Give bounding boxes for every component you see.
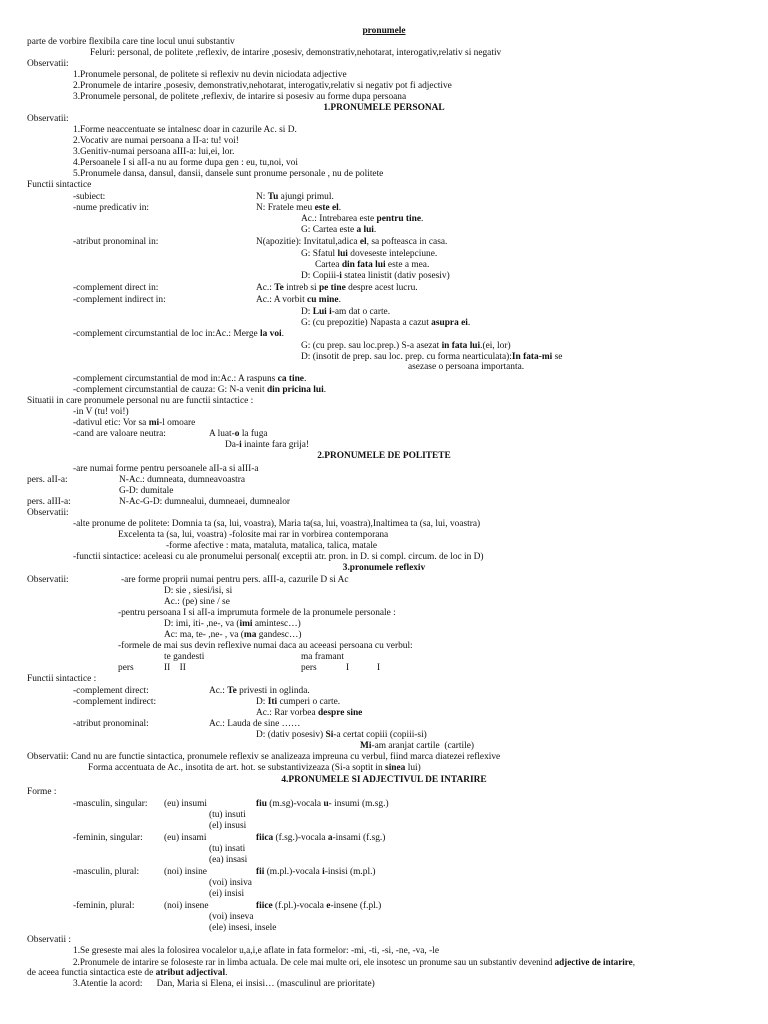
reflexive-forms: Ac.: (pe) sine / se <box>164 597 230 607</box>
person-label: pers. aII-a: <box>27 475 68 485</box>
function-example: asezase o persoana importanta. <box>408 362 525 372</box>
pronoun-form: (el) insusi <box>209 821 247 831</box>
observation-item: 2.Vocativ are numai persoana a II-a: tu! voi! <box>73 136 239 146</box>
reflexive-forms: D: imi, iti- ,ne-, va (imi amintesc…) <box>164 619 301 629</box>
function-label: -atribut pronominal in: <box>73 237 159 247</box>
function-example: Ac.: A vorbit cu mine. <box>256 295 341 305</box>
function-line: -complement circumstantial de mod in:Ac.: A raspuns ca tine. <box>73 374 307 384</box>
functions-label: Functii sintactice : <box>27 674 97 684</box>
form-row-label: -feminin, singular: <box>73 833 143 843</box>
pronoun-form: (ea) insasi <box>209 855 248 865</box>
observation-item: 1.Se greseste mai ales la folosirea vocalelor u,a,i,e aflate in fata formelor: -mi, -ti, -si, -ne, -va, -le <box>73 946 439 956</box>
reflexive-line: -pentru persoana I si aII-a imprumuta formele de la pronumele personale : <box>118 608 396 618</box>
reflexive-example: ma framant <box>301 652 344 662</box>
function-example: D: Lui i-am dat o carte. <box>301 307 391 317</box>
function-example: Cartea din fata lui este a mea. <box>315 260 430 270</box>
function-example: G: (cu prep. sau loc.prep.) S-a asezat in fata lui.(ei, lor) <box>301 341 511 351</box>
observation-item: 2.Pronumele de intarire se foloseste rar in limba actuala. De cele mai multe ori, ele insotesc un pronume sau un substantiv devenind adjective de intarire, <box>73 957 635 967</box>
observation-item: 3.Genitiv-numai persoana aIII-a: lui,ei, lor. <box>73 147 235 157</box>
section-heading-reflexive: 3.pronumele reflexiv <box>342 563 426 573</box>
observation-item: 5.Pronumele dansa, dansul, dansii, dansele sunt pronume personale , nu de politete <box>73 169 384 179</box>
function-example: Mi-am aranjat cartile (cartile) <box>360 741 475 751</box>
adjective-form: fiice (f.pl.)-vocala e-insene (f.pl.) <box>256 901 382 911</box>
function-example: Ac.: Te intreb si pe tine despre acest lucru. <box>256 283 418 293</box>
person-label: pers. aIII-a: <box>27 497 71 507</box>
function-example: Ac.: Te privesti in oglinda. <box>209 686 310 696</box>
observations-label: Observatii: <box>27 114 69 124</box>
form-row-label: -masculin, plural: <box>73 867 140 877</box>
observation-item: 1.Pronumele personal, de politete si reflexiv nu devin niciodata adjective <box>73 70 347 80</box>
politeness-forms: G-D: dumitale <box>119 486 174 496</box>
person-value: I <box>346 663 350 673</box>
function-example: Ac.: Rar vorbea despre sine <box>256 708 363 718</box>
function-example: G: Cartea este a lui. <box>301 225 377 235</box>
person-label: pers <box>301 663 317 673</box>
situation-item: -dativul etic: Vor sa mi-l omoare <box>73 418 196 428</box>
function-label: -complement indirect in: <box>73 295 166 305</box>
function-example: Ac.: Intrebarea este pentru tine. <box>301 214 424 224</box>
observation-item: -functii sintactice: aceleasi cu ale pronumelui personal( exceptii atr. pron. in D. si compl. circum. de loc in D) <box>73 552 484 562</box>
function-line: -complement circumstantial de loc in:Ac.: Merge la voi. <box>73 329 284 339</box>
function-label: -subiect: <box>73 192 106 202</box>
observation-item: 2.Pronumele de intarire ,posesiv, demonstrativ,nehotarat, interogativ,relativ si negativ pot fi adjective <box>73 81 452 91</box>
observation-item: Observatii: Cand nu are functie sintactica, pronumele reflexiv se analizeaza impreuna cu verbul, fiind marca diatezei reflexive <box>27 752 501 762</box>
situation-example: Da-i inainte fara grija! <box>225 440 310 450</box>
function-example: G: (cu prepozitie) Napasta a cazut asupra ei. <box>301 318 471 328</box>
function-line: -complement circumstantial de cauza: G: N-a venit din pricina lui. <box>73 385 327 395</box>
function-example: Ac.: Lauda de sine …… <box>209 719 301 729</box>
function-example: G: Sfatul lui doveseste intelepciune. <box>301 249 438 259</box>
situation-item: -in V (tu! voi!) <box>73 407 129 417</box>
observation-item: 1.Forme neaccentuate se intalnesc doar in cazurile Ac. si D. <box>73 125 297 135</box>
types-line: Feluri: personal, de politete ,reflexiv, de intarire ,posesiv, demonstrativ,nehotarat, interogativ,relativ si negativ <box>90 48 502 58</box>
function-label: -complement direct in: <box>73 283 159 293</box>
form-row-label: -feminin, plural: <box>73 901 135 911</box>
function-label: -complement indirect: <box>73 697 157 707</box>
adjective-form: fiu (m.sg)-vocala u- insumi (m.sg.) <box>256 799 389 809</box>
definition-line: parte de vorbire flexibila care tine locul unui substantiv <box>27 37 235 47</box>
pronoun-form: (voi) insiva <box>209 878 252 888</box>
situations-label: Situatii in care pronumele personal nu are functii sintactice : <box>27 396 254 406</box>
observation-item: de aceea functia sintactica este de atribut adjectival. <box>27 968 228 978</box>
observations-label: Observatii: <box>27 575 69 585</box>
observation-item: Excelenta ta (sa, lui, voastra) -folosite mai rar in vorbirea contemporana <box>118 530 389 540</box>
person-label: pers <box>118 663 134 673</box>
person-value: II II <box>164 663 186 673</box>
function-example: N(apozitie): Invitatul,adica el, sa pofteasca in casa. <box>256 237 448 247</box>
reflexive-example: te gandesti <box>164 652 205 662</box>
function-example: D: Iti cumperi o carte. <box>256 697 341 707</box>
observations-label: Observatii: <box>27 59 69 69</box>
pronoun-form: (eu) insami <box>164 833 207 843</box>
form-row-label: -masculin, singular: <box>73 799 148 809</box>
observation-item: 4.Persoanele I si aII-a nu au forme dupa gen : eu, tu,noi, voi <box>73 158 298 168</box>
reflexive-forms: D: sie , siesi/isi, si <box>164 586 233 596</box>
function-example: D: (insotit de prep. sau loc. prep. cu forma nearticulata):In fata-mi se <box>301 352 563 362</box>
section-heading-emphatic: 4.PRONUMELE SI ADJECTIVUL DE INTARIRE <box>281 775 487 785</box>
adjective-form: fii (m.pl.)-vocala i-insisi (m.pl.) <box>256 867 376 877</box>
reflexive-line: -formele de mai sus devin reflexive numai daca au aceeasi persoana cu verbul: <box>118 641 413 651</box>
page-title: pronumele <box>362 26 406 36</box>
pronoun-form: (noi) insine <box>164 867 207 877</box>
function-example: D: Copiii-i statea linistit (dativ posesiv) <box>301 271 450 281</box>
function-example: D: (dativ posesiv) Si-a certat copiii (copiii-si) <box>256 730 427 740</box>
function-label: -nume predicativ in: <box>73 203 150 213</box>
function-label: -complement direct: <box>73 686 149 696</box>
function-example: N: Tu ajungi primul. <box>256 192 334 202</box>
reflexive-line: -are forme proprii numai pentru pers. aIII-a, cazurile D si Ac <box>121 575 349 585</box>
pronoun-form: (noi) insene <box>164 901 209 911</box>
pronoun-form: (voi) inseva <box>209 912 254 922</box>
observations-label: Observatii : <box>27 935 72 945</box>
section-heading-politeness: 2.PRONUMELE DE POLITETE <box>317 451 451 461</box>
person-value: I <box>377 663 381 673</box>
pronoun-form: (ele) insesi, insele <box>209 923 277 933</box>
reflexive-forms: Ac: ma, te- ,ne- , va (ma gandesc…) <box>164 630 302 640</box>
observation-item: 3.Atentie la acord: Dan, Maria si Elena, ei insisi… (masculinul are prioritate) <box>73 979 375 989</box>
situation-example: A luat-o la fuga <box>209 429 268 439</box>
pronoun-form: (tu) insuti <box>209 810 246 820</box>
observation-item: -alte pronume de politete: Domnia ta (sa, lui, voastra), Maria ta(sa, lui, voastra),Inaltimea ta (sa, lui, voastra) <box>73 519 481 529</box>
adjective-form: fiica (f.sg.)-vocala a-insami (f.sg.) <box>256 833 386 843</box>
pronoun-form: (tu) insati <box>209 844 246 854</box>
pronoun-form: (ei) insisi <box>209 889 245 899</box>
observation-item: 3.Pronumele personal, de politete ,reflexiv, de intarire si posesiv au forme dupa persoana <box>73 92 407 102</box>
observation-item: Forma accentuata de Ac., insotita de art. hot. se substantivizeaza (Si-a soptit in sinea lui) <box>88 763 421 773</box>
forms-label: Forme : <box>27 787 57 797</box>
function-label: -atribut pronominal: <box>73 719 149 729</box>
situation-item: -cand are valoare neutra: <box>73 429 166 439</box>
function-example: N: Fratele meu este el. <box>256 203 342 213</box>
politeness-line: -are numai forme pentru persoanele aII-a si aIII-a <box>73 464 259 474</box>
politeness-forms: N-Ac-G-D: dumnealui, dumneaei, dumnealor <box>119 497 291 507</box>
section-heading-personal: 1.PRONUMELE PERSONAL <box>323 103 445 113</box>
functions-label: Functii sintactice <box>27 180 92 190</box>
politeness-forms: N-Ac.: dumneata, dumneavoastra <box>119 475 245 485</box>
pronoun-form: (eu) insumi <box>164 799 207 809</box>
observation-item: -forme afective : mata, mataluta, matalica, talica, matale <box>166 541 378 551</box>
observations-label: Observatii: <box>27 508 69 518</box>
